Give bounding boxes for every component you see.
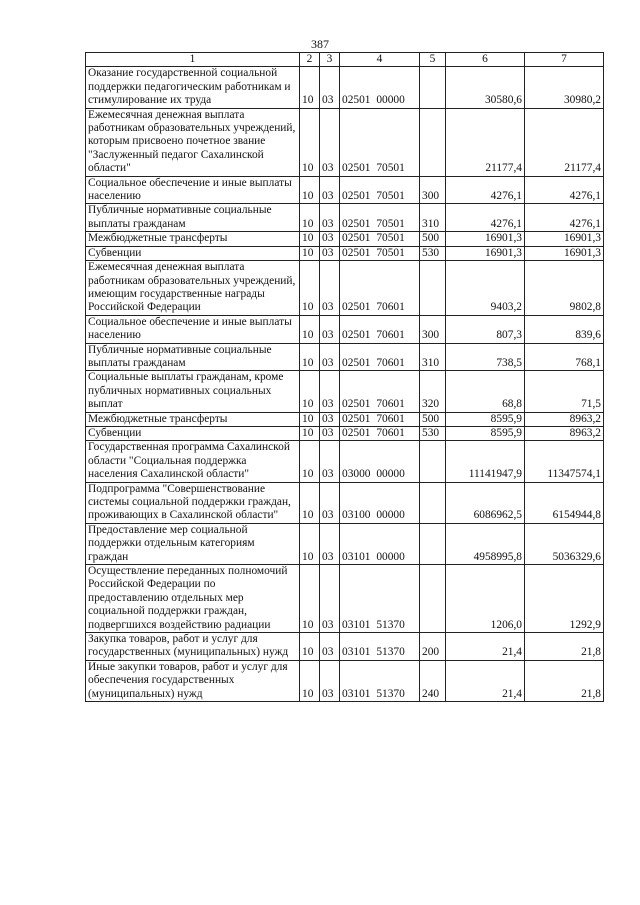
row-target-article: 03101 00000	[340, 523, 420, 564]
row-target-article: 02501 70501	[340, 232, 420, 246]
row-section: 10	[300, 343, 320, 371]
row-name: Публичные нормативные социальные выплаты гражданам	[86, 343, 300, 371]
row-amount-2: 8963,2	[525, 426, 604, 440]
row-section: 10	[300, 371, 320, 412]
row-target-article: 03101 51370	[340, 633, 420, 661]
row-amount-1: 4958995,8	[446, 523, 525, 564]
row-amount-1: 807,3	[446, 315, 525, 343]
table-row	[86, 412, 604, 426]
row-name: Межбюджетные трансферты	[86, 412, 300, 426]
row-amount-1: 30580,6	[446, 67, 525, 108]
table-row	[86, 523, 604, 564]
header-col-6: 6	[446, 53, 525, 67]
row-subsection: 03	[320, 343, 340, 371]
row-section: 10	[300, 523, 320, 564]
row-amount-2: 5036329,6	[525, 523, 604, 564]
row-amount-2: 839,6	[525, 315, 604, 343]
row-expense-type: 320	[420, 371, 446, 412]
row-amount-1: 4276,1	[446, 204, 525, 232]
table-row	[86, 343, 604, 371]
row-section: 10	[300, 660, 320, 701]
table-row	[86, 176, 604, 204]
row-subsection: 03	[320, 441, 340, 482]
row-section: 10	[300, 315, 320, 343]
row-amount-2: 16901,3	[525, 246, 604, 260]
table-row	[86, 441, 604, 482]
row-expense-type: 530	[420, 426, 446, 440]
table-row	[86, 246, 604, 260]
row-amount-1: 16901,3	[446, 232, 525, 246]
row-expense-type	[420, 523, 446, 564]
row-subsection: 03	[320, 412, 340, 426]
row-target-article: 03100 00000	[340, 482, 420, 523]
row-expense-type: 240	[420, 660, 446, 701]
row-subsection: 03	[320, 176, 340, 204]
row-amount-2: 11347574,1	[525, 441, 604, 482]
row-section: 10	[300, 441, 320, 482]
row-amount-2: 4276,1	[525, 204, 604, 232]
page-number: 387	[311, 37, 329, 51]
row-amount-2: 16901,3	[525, 232, 604, 246]
row-amount-1: 21,4	[446, 633, 525, 661]
row-section: 10	[300, 565, 320, 633]
budget-table	[85, 52, 604, 702]
row-section: 10	[300, 246, 320, 260]
row-section: 10	[300, 412, 320, 426]
row-expense-type	[420, 441, 446, 482]
row-amount-2: 21,8	[525, 660, 604, 701]
row-name: Социальное обеспечение и иные выплаты населению	[86, 176, 300, 204]
row-target-article: 02501 00000	[340, 67, 420, 108]
row-name: Ежемесячная денежная выплата работникам образовательных учреждений, имеющим государственные награды Российской Федерации	[86, 261, 300, 316]
row-subsection: 03	[320, 232, 340, 246]
table-row	[86, 204, 604, 232]
row-amount-2: 21,8	[525, 633, 604, 661]
row-expense-type	[420, 482, 446, 523]
table-row	[86, 315, 604, 343]
row-name: Субвенции	[86, 246, 300, 260]
row-target-article: 02501 70601	[340, 261, 420, 316]
row-amount-1: 4276,1	[446, 176, 525, 204]
row-amount-2: 4276,1	[525, 176, 604, 204]
row-subsection: 03	[320, 261, 340, 316]
header-col-2: 2	[300, 53, 320, 67]
row-target-article: 02501 70501	[340, 246, 420, 260]
row-section: 10	[300, 633, 320, 661]
row-amount-1: 21,4	[446, 660, 525, 701]
table-row	[86, 232, 604, 246]
row-name: Государственная программа Сахалинской области "Социальная поддержка населения Сахалинской области"	[86, 441, 300, 482]
row-expense-type	[420, 565, 446, 633]
row-expense-type: 300	[420, 315, 446, 343]
row-section: 10	[300, 482, 320, 523]
row-expense-type: 310	[420, 204, 446, 232]
row-target-article: 02501 70601	[340, 371, 420, 412]
row-expense-type: 500	[420, 232, 446, 246]
row-amount-2: 768,1	[525, 343, 604, 371]
header-col-5: 5	[420, 53, 446, 67]
row-amount-1: 738,5	[446, 343, 525, 371]
row-section: 10	[300, 67, 320, 108]
row-target-article: 02501 70601	[340, 315, 420, 343]
row-subsection: 03	[320, 633, 340, 661]
row-target-article: 03101 51370	[340, 660, 420, 701]
header-col-7: 7	[525, 53, 604, 67]
row-name: Подпрограмма "Совершенствование системы социальной поддержки граждан, проживающих в Сахалинской области"	[86, 482, 300, 523]
row-target-article: 03000 00000	[340, 441, 420, 482]
row-name: Оказание государственной социальной поддержки педагогическим работникам и стимулирование их труда	[86, 67, 300, 108]
table-row	[86, 565, 604, 633]
row-name: Межбюджетные трансферты	[86, 232, 300, 246]
row-expense-type	[420, 261, 446, 316]
table-row	[86, 660, 604, 701]
table-row	[86, 482, 604, 523]
row-section: 10	[300, 261, 320, 316]
row-name: Социальные выплаты гражданам, кроме публичных нормативных социальных выплат	[86, 371, 300, 412]
row-name: Субвенции	[86, 426, 300, 440]
row-section: 10	[300, 176, 320, 204]
row-amount-1: 11141947,9	[446, 441, 525, 482]
header-col-3: 3	[320, 53, 340, 67]
row-expense-type: 500	[420, 412, 446, 426]
row-subsection: 03	[320, 660, 340, 701]
row-name: Социальное обеспечение и иные выплаты населению	[86, 315, 300, 343]
row-subsection: 03	[320, 426, 340, 440]
row-subsection: 03	[320, 67, 340, 108]
row-section: 10	[300, 204, 320, 232]
row-target-article: 02501 70601	[340, 412, 420, 426]
row-subsection: 03	[320, 371, 340, 412]
row-target-article: 02501 70601	[340, 343, 420, 371]
table-row	[86, 67, 604, 108]
table-row	[86, 633, 604, 661]
row-amount-1: 16901,3	[446, 246, 525, 260]
row-amount-1: 68,8	[446, 371, 525, 412]
table-row	[86, 371, 604, 412]
row-section: 10	[300, 108, 320, 176]
row-expense-type: 300	[420, 176, 446, 204]
row-amount-2: 30980,2	[525, 67, 604, 108]
row-target-article: 03101 51370	[340, 565, 420, 633]
row-name: Иные закупки товаров, работ и услуг для обеспечения государственных (муниципальных) нужд	[86, 660, 300, 701]
row-section: 10	[300, 426, 320, 440]
row-name: Ежемесячная денежная выплата работникам образовательных учреждений, которым присвоено почетное звание "Заслуженный педагог Сахалинской области"	[86, 108, 300, 176]
table-row	[86, 261, 604, 316]
header-col-4: 4	[340, 53, 420, 67]
row-target-article: 02501 70601	[340, 426, 420, 440]
row-amount-1: 1206,0	[446, 565, 525, 633]
row-amount-1: 21177,4	[446, 108, 525, 176]
row-expense-type	[420, 67, 446, 108]
row-amount-2: 21177,4	[525, 108, 604, 176]
row-amount-2: 8963,2	[525, 412, 604, 426]
row-expense-type: 530	[420, 246, 446, 260]
row-subsection: 03	[320, 315, 340, 343]
row-amount-1: 8595,9	[446, 412, 525, 426]
row-subsection: 03	[320, 565, 340, 633]
row-subsection: 03	[320, 523, 340, 564]
row-subsection: 03	[320, 482, 340, 523]
row-amount-1: 6086962,5	[446, 482, 525, 523]
row-amount-1: 9403,2	[446, 261, 525, 316]
row-amount-2: 9802,8	[525, 261, 604, 316]
row-name: Осуществление переданных полномочий Российской Федерации по предоставлению отдельных мер социальной поддержки граждан, подвергшихся воздействию радиации	[86, 565, 300, 633]
row-target-article: 02501 70501	[340, 204, 420, 232]
row-subsection: 03	[320, 108, 340, 176]
table-row	[86, 426, 604, 440]
table-header-row	[86, 53, 604, 67]
row-amount-2: 71,5	[525, 371, 604, 412]
row-expense-type: 200	[420, 633, 446, 661]
row-subsection: 03	[320, 246, 340, 260]
row-target-article: 02501 70501	[340, 176, 420, 204]
row-amount-2: 1292,9	[525, 565, 604, 633]
row-name: Предоставление мер социальной поддержки отдельным категориям граждан	[86, 523, 300, 564]
row-name: Закупка товаров, работ и услуг для государственных (муниципальных) нужд	[86, 633, 300, 661]
row-name: Публичные нормативные социальные выплаты гражданам	[86, 204, 300, 232]
row-subsection: 03	[320, 204, 340, 232]
row-expense-type: 310	[420, 343, 446, 371]
header-col-1: 1	[86, 53, 300, 67]
table-row	[86, 108, 604, 176]
row-amount-1: 8595,9	[446, 426, 525, 440]
row-amount-2: 6154944,8	[525, 482, 604, 523]
row-section: 10	[300, 232, 320, 246]
row-expense-type	[420, 108, 446, 176]
row-target-article: 02501 70501	[340, 108, 420, 176]
